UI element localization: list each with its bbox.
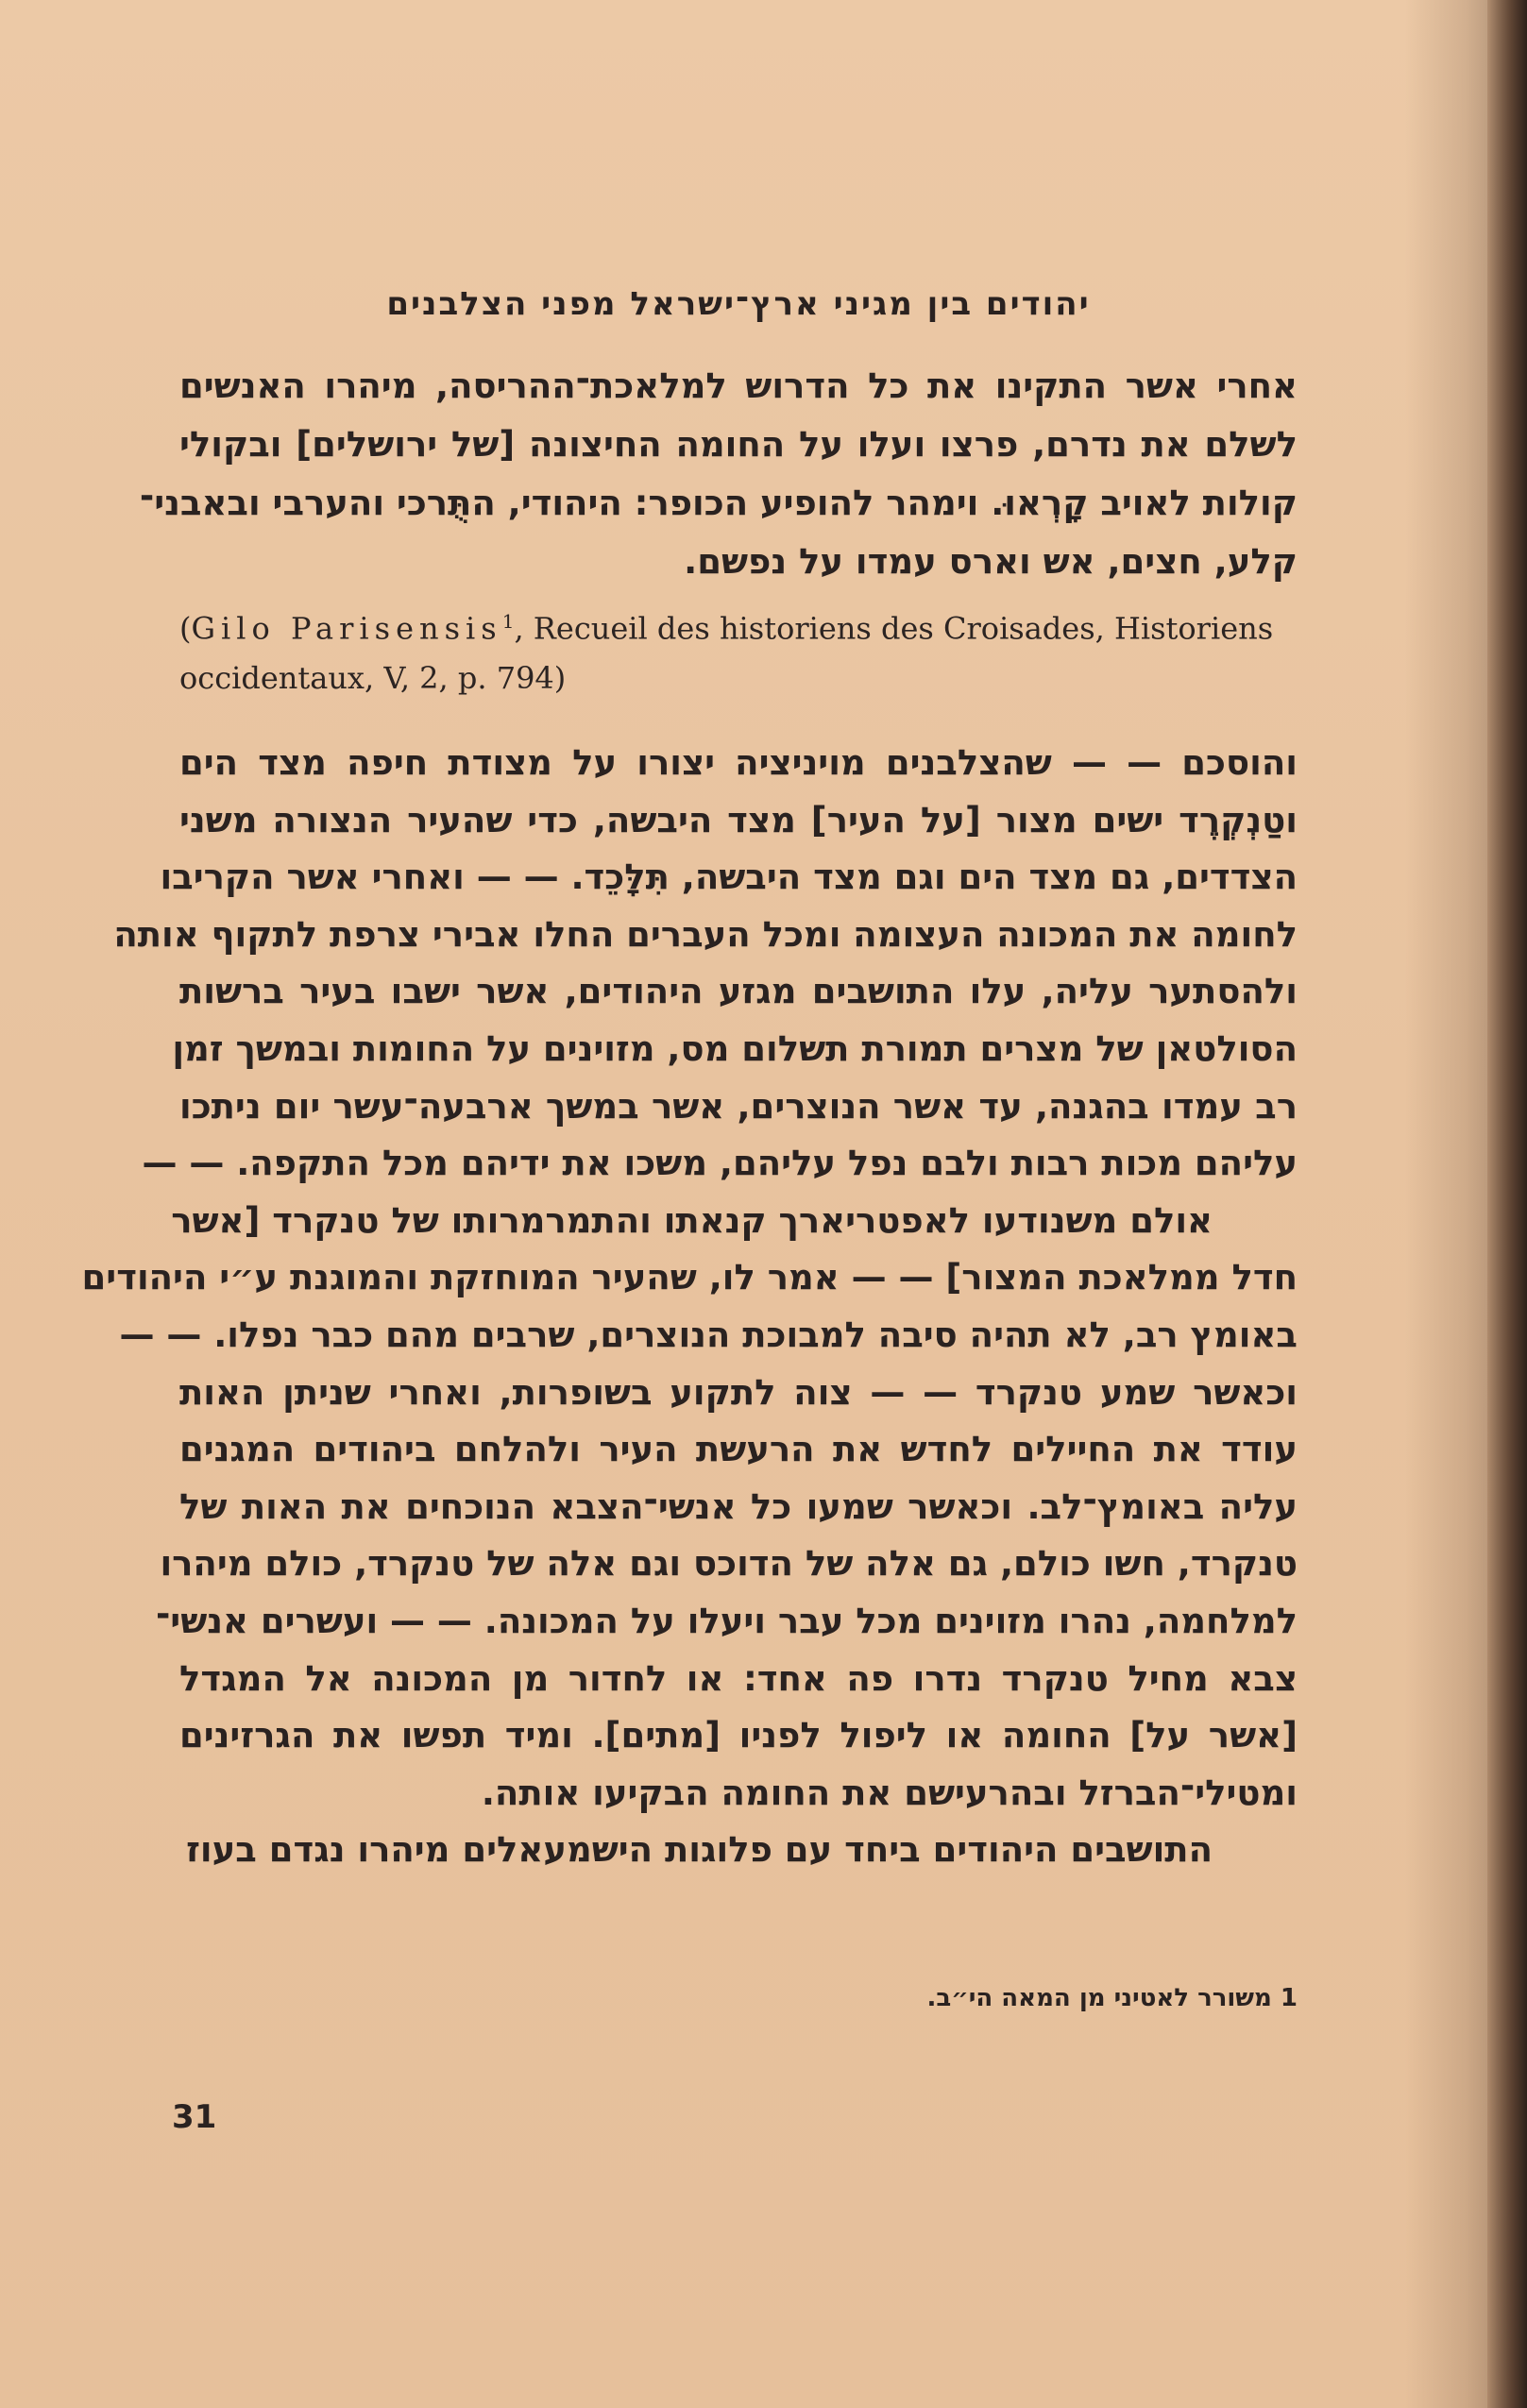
text-line: צבא מחיל טנקרד נדרו פה אחד: או לחדור מן המכונה אל המגדל <box>179 1657 1298 1699</box>
citation <box>179 597 1298 703</box>
text-line: [אשר על] החומה או ליפול לפניו [מתים]. ומיד תפשו את הגרזינים <box>179 1715 1298 1756</box>
text-line: ומטילי־הברזל ובהרעישם את החומה הבקיעו אותה. <box>481 1772 1298 1813</box>
text-line: הסולטאן של מצרים תמורת תשלום מס, מזוינים על החומות ובמשך זמן <box>172 1027 1298 1069</box>
text-line: למלחמה, נהרו מזוינים מכל עבר ויעלו על המכונה. — — ועשרים אנשי־ <box>155 1600 1298 1641</box>
text-line: וכאשר שמע טנקרד — — צוה לתקוע בשופרות, ואחרי שניתן האות <box>179 1371 1298 1413</box>
text-line: וטַנְקְרֶד ישים מצור [על העיר] מצד היבשה, כדי שהעיר הנצורה משני <box>179 799 1298 840</box>
text-line: חדל ממלאכת המצור] — — אמר לו, שהעיר המוחזקת והמוגנת ע״י היהודים <box>81 1257 1298 1298</box>
text-line: והוסכם — — שהצלבנים מויניציה יצורו על מצודת חיפה מצד הים <box>179 742 1298 783</box>
citation-open-paren: ( <box>179 610 192 647</box>
page-number: 31 <box>172 2098 217 2136</box>
main-text <box>81 735 1298 1879</box>
quote-line: קלע, חצים, אש וארס עמדו על נפשם. <box>684 541 1298 582</box>
text-line: רב עמדו בהגנה, עד אשר הנוצרים, אשר במשך ארבעה־עשר יום ניתכו <box>179 1085 1298 1127</box>
book-spine-shadow <box>1487 0 1527 2408</box>
text-line: אולם משנודעו לאפטריארך קנאתו והתמרמרותו של טנקרד [אשר <box>171 1199 1213 1241</box>
text-line: לחומה את המכונה העצומה ומכל העברים החלו אבירי צרפת לתקוף אותה <box>113 913 1298 955</box>
footnote: 1 משורר לאטיני מן המאה הי״ב. <box>926 1984 1298 2012</box>
text-line: טנקרד, חשו כולם, גם אלה של הדוכס וגם אלה של טנקרד, כולם מיהרו <box>160 1543 1298 1585</box>
quoted-passage <box>139 357 1298 591</box>
text-line: התושבים היהודים ביחד עם פלוגות הישמעאלים מיהרו נגדם בעוז <box>186 1829 1213 1871</box>
text-line: עודד את החיילים לחדש את הרעשת העיר ולהלחם ביהודים המגנים <box>179 1429 1298 1470</box>
quote-line: לשלם את נדרם, פרצו ועלו על החומה החיצונה [של ירושלים] ובקולי <box>179 424 1298 465</box>
citation-author: Gilo Parisensis <box>191 610 502 647</box>
citation-text: , Recueil des historiens des Croisades, Historiens <box>514 610 1274 647</box>
text-line: הצדדים, גם מצד הים וגם מצד היבשה, תִּלָּכֵד. — — ואחרי אשר הקריבו <box>160 856 1298 898</box>
quote-line: אחרי אשר התקינו את כל הדרוש למלאכת־ההריסה, מיהרו האנשים <box>179 365 1298 406</box>
quote-line: קולות לאויב קָרְאוּ. וימהר להופיע הכופר: היהודי, התֻּרכי והערבי ובאבני־ <box>139 483 1298 523</box>
citation-text: occidentaux, V, 2, p. 794) <box>179 659 567 696</box>
text-line: עליה באומץ־לב. וכאשר שמעו כל אנשי־הצבא הנוכחים את האות של <box>179 1485 1298 1527</box>
text-line: באומץ רב, לא תהיה סיבה למבוכת הנוצרים, שרבים מהם כבר נפלו. — — <box>119 1314 1298 1355</box>
footnote-marker: 1 <box>501 610 515 633</box>
text-line: ולהסתער עליה, עלו התושבים מגזע היהודים, אשר ישבו בעיר ברשות <box>179 971 1298 1012</box>
text-line: עליהם מכות רבות ולבם נפל עליהם, משכו את ידיהם מכל התקפה. — — <box>142 1143 1298 1184</box>
chapter-heading: יהודים בין מגיני ארץ־ישראל מפני הצלבנים <box>386 285 1091 323</box>
